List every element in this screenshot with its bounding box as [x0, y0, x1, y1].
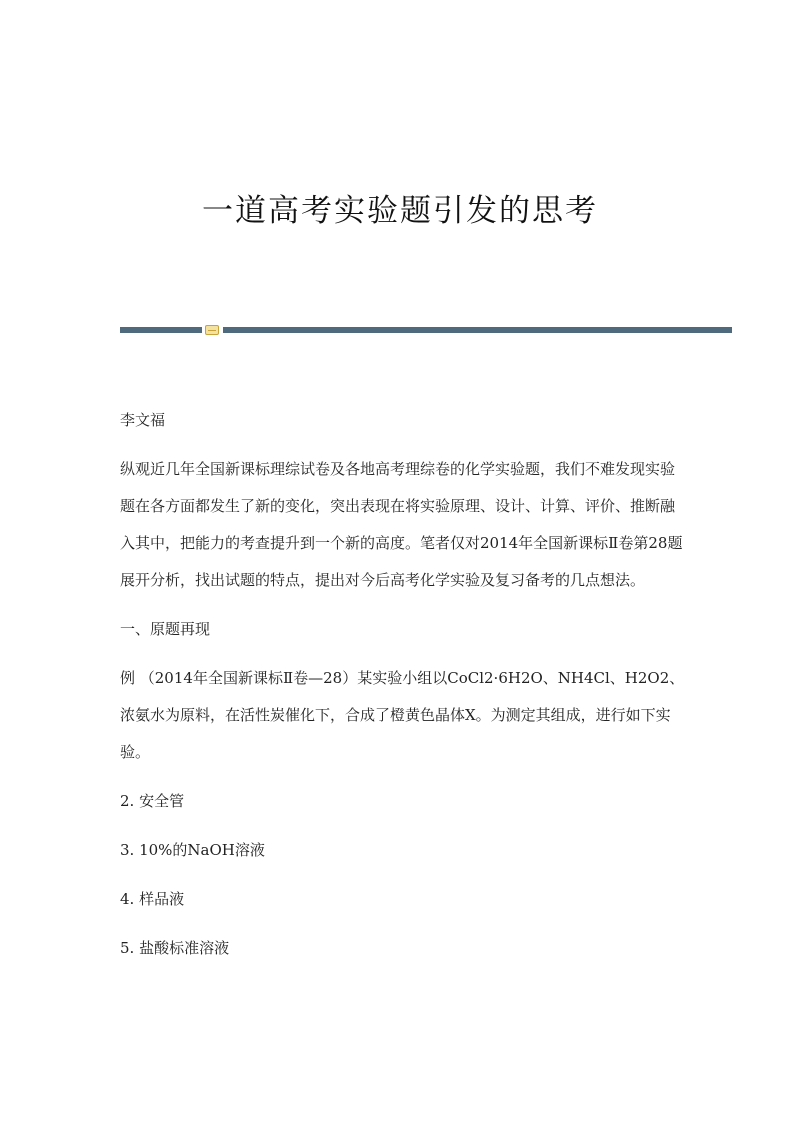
list-item: 4. 样品液 — [120, 890, 185, 908]
intro-paragraph: 纵观近几年全国新课标理综试卷及各地高考理综卷的化学实验题，我们不难发现实验题在各方面都发生了新的变化，突出表现在将实验原理、设计、计算、评价、推断融入其中，把能力的考查提升到一个新的高度。笔者仅对2014年全国新课标Ⅱ卷第28题展开分析，找出试题的特点，提出对今后高考化学实验及复习备考的几点想法。 — [120, 460, 683, 589]
list-item: 5. 盐酸标准溶液 — [120, 939, 230, 957]
title-divider — [120, 325, 732, 334]
example-paragraph: 例 （2014年全国新课标Ⅱ卷—28）某实验小组以CoCl2·6H2O、NH4Cl、H2O2、浓氨水为原料，在活性炭催化下，合成了橙黄色晶体X。为测定其组成，进行如下实验。 — [120, 669, 685, 761]
document-title: 一道高考实验题引发的思考 — [202, 193, 598, 229]
list-item: 2. 安全管 — [120, 792, 185, 810]
envelope-icon — [205, 325, 219, 335]
document-body — [120, 402, 685, 979]
divider-bar-left — [120, 327, 202, 333]
section-heading: 一、原题再现 — [120, 620, 211, 638]
author-name: 李文福 — [120, 411, 166, 429]
list-item: 3. 10%的NaOH溶液 — [120, 841, 265, 859]
divider-bar-right — [223, 327, 732, 333]
